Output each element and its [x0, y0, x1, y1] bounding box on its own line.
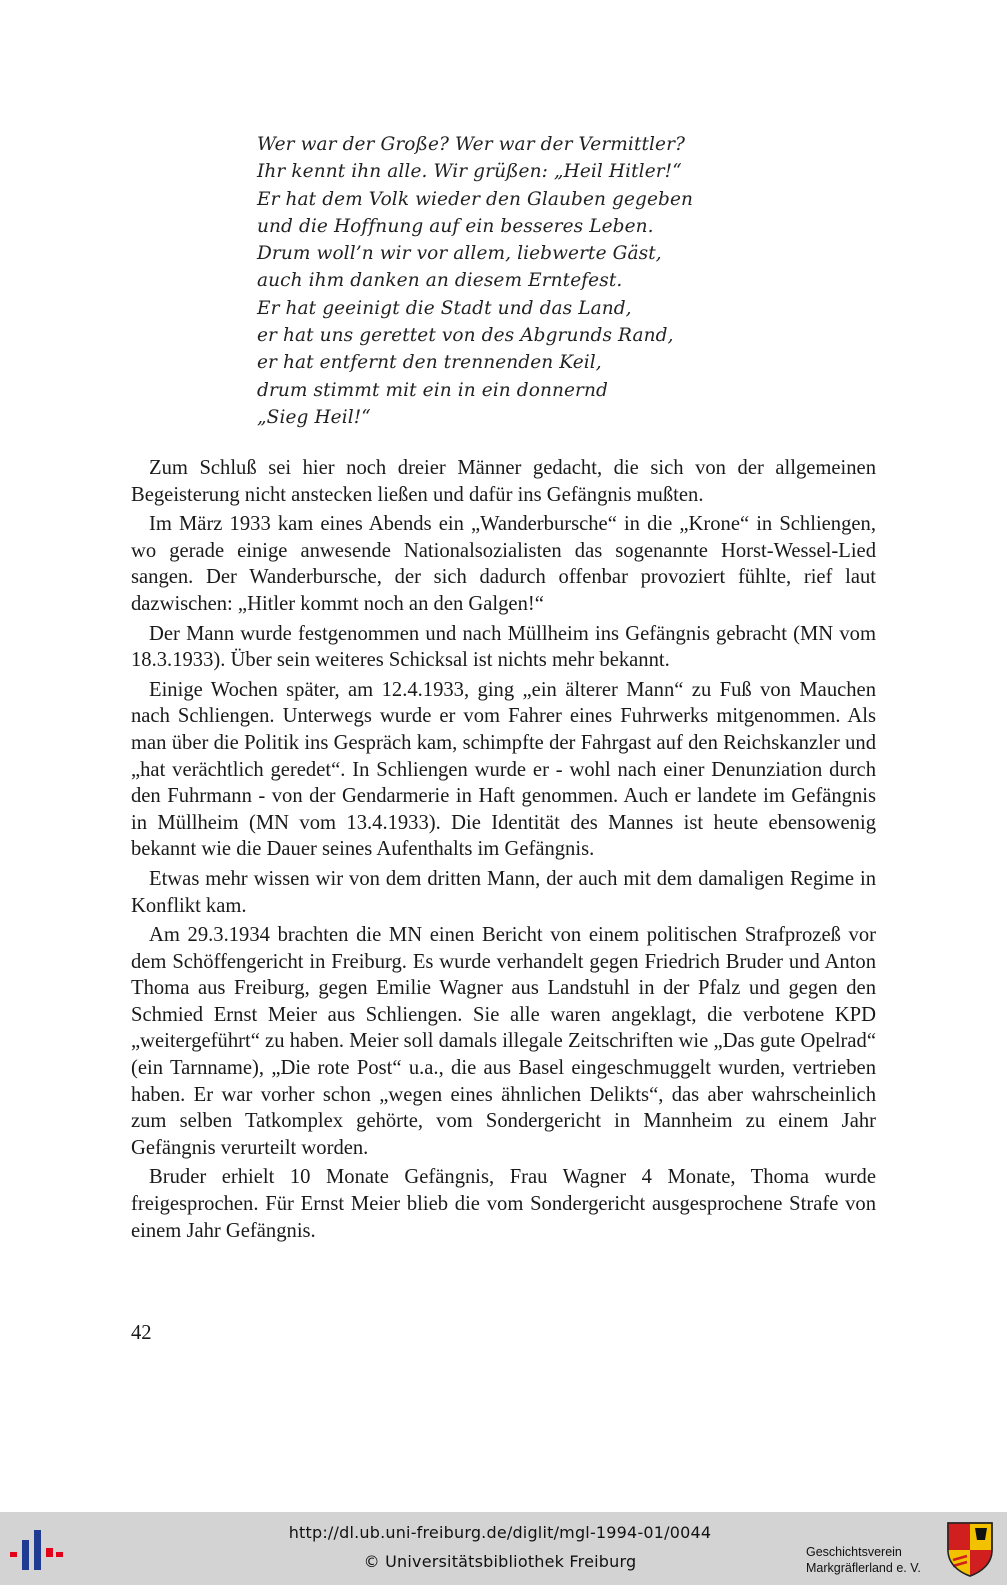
poem-block	[257, 131, 727, 431]
poem-line: Wer war der Große? Wer war der Vermittler?	[257, 134, 686, 155]
paragraph: Bruder erhielt 10 Monate Gefängnis, Frau Wagner 4 Monate, Thoma wurde freigesprochen. Für Ernst Meier blieb die vom Sondergericht ausgesprochene Strafe von einem Jahr Gefängnis.	[131, 1166, 876, 1242]
society-name-line1: Geschichtsverein	[806, 1545, 902, 1559]
footer-copyright: © Universitätsbibliothek Freiburg	[363, 1552, 637, 1571]
poem-line: er hat entfernt den trennenden Keil,	[257, 352, 602, 374]
poem-line: Ihr kennt ihn alle. Wir grüßen: „Heil Hitler!“	[257, 161, 682, 183]
paragraph: Einige Wochen später, am 12.4.1933, ging „ein älterer Mann“ zu Fuß von Mauchen nach Schliengen. Unterwegs wurde er vom Fahrer eines Fuhrwerks mitgenommen. Als man über die Politik ins Gespräch kam, schimpfte der Fahrgast auf den Reichskanzler und „hat verächtlich geredet“. In Schliengen wurde er - wohl nach einer Denunziation durch den Fuhrmann - von der Gendarmerie in Haft genommen. Auch er landete im Gefängnis in Müllheim (MN vom 13.4.1933). Die Identität des Mannes ist heute ebensowenig bekannt wie die Dauer seines Aufenthalts im Gefängnis.	[131, 678, 876, 861]
ub-freiburg-logo-icon	[8, 1526, 66, 1574]
poem-line: „Sieg Heil!“	[257, 406, 371, 428]
poem-line: und die Hoffnung auf ein besseres Leben.	[257, 215, 654, 237]
paragraph: Zum Schluß sei hier noch dreier Männer gedacht, die sich von der allgemeinen Begeisterung nicht anstecken ließen und dafür ins Gefängnis mußten.	[131, 457, 876, 506]
footer-bar	[0, 1512, 1007, 1585]
paragraph: Im März 1933 kam eines Abends ein „Wanderbursche“ in die „Krone“ in Schliengen, wo gerade einige anwesende Nationalsozialisten das sogenannte Horst-Wessel-Lied sangen. Der Wanderbursche, der sich dadurch offenbar provoziert fühlte, rief laut dazwischen: „Hitler kommt noch an den Galgen!“	[131, 513, 876, 615]
poem-line: Er hat geeinigt die Stadt und das Land,	[257, 297, 632, 319]
poem-line: Er hat dem Volk wieder den Glauben gegeben	[257, 188, 694, 210]
page-number: 42	[131, 1322, 152, 1344]
poem-line: drum stimmt mit ein in ein donnernd	[257, 379, 608, 401]
paragraph: Etwas mehr wissen wir von dem dritten Mann, der auch mit dem damaligen Regime in Konflikt kam.	[131, 867, 876, 917]
body-text	[131, 455, 876, 1244]
poem-line: auch ihm danken an diesem Erntefest.	[257, 270, 623, 292]
poem-line: Drum woll’n wir vor allem, liebwerte Gäst,	[257, 243, 662, 265]
coat-of-arms-icon	[945, 1520, 995, 1578]
paragraph: Am 29.3.1934 brachten die MN einen Bericht von einem politischen Strafprozeß vor dem Schöffengericht in Freiburg. Es wurde verhandelt gegen Friedrich Bruder und Anton Thoma aus Freiburg, gegen Emilie Wagner aus Landstuhl in der Pfalz und gegen den Schmied Ernst Meier aus Schliengen. Sie alle waren angeklagt, die verbotene KPD „weitergeführt“ zu haben. Meier soll damals illegale Zeitschriften wie „Das gute Opelrad“ (ein Tarnname), „Die rote Post“ u.a., die aus Basel eingeschmuggelt wurden, vertrieben haben. Er war vorher schon „wegen eines ähnlichen Delikts“, das aber wahrscheinlich zum selben Tatkomplex gehörte, vom Sondergericht in Mannheim zu einem Jahr Gefängnis verurteilt worden.	[131, 924, 876, 1159]
poem-line: er hat uns gerettet von des Abgrunds Rand,	[257, 325, 674, 347]
footer-url-link[interactable]: http://dl.ub.uni-freiburg.de/diglit/mgl-1994-01/0044	[288, 1523, 712, 1542]
paragraph: Der Mann wurde festgenommen und nach Müllheim ins Gefängnis gebracht (MN vom 18.3.1933). Über sein weiteres Schicksal ist nichts mehr bekannt.	[131, 622, 876, 672]
footer-society	[806, 1544, 941, 1576]
society-name-line2: Markgräflerland e. V.	[806, 1561, 921, 1575]
